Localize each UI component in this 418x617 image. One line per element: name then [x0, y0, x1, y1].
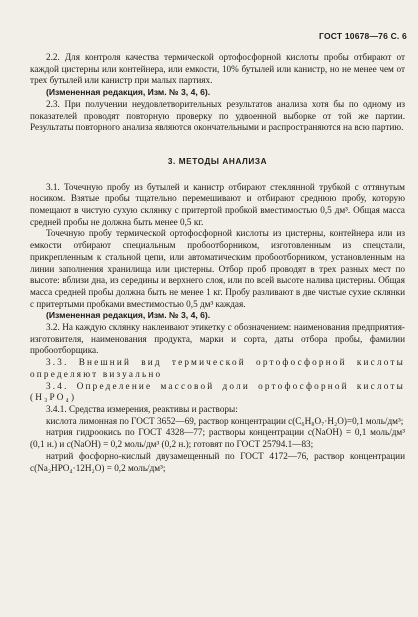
reagent-sodium-hydroxide: натрия гидроокись по ГОСТ 4328—77; растворы концентрации c(NaOH) = 0,1 моль/дм³ (0,1 н.) и c(NaOH) = 0,2 моль/дм³ (0,2 н.); готовят по ГОСТ 25794.1—83; [30, 427, 405, 450]
paragraph-2-3: 2.3. При получении неудовлетворительных результатов анализа хотя бы по одному из показателей проводят повторную проверку по удвоенной выборке от той же партии. Результаты повторного анализа являются окончательными и распространяются на всю партию. [30, 98, 405, 133]
paragraph-3-1: 3.1. Точечную пробу из бутылей и канистр отбирают стеклянной трубкой с оттянутым носиком. Взятые пробы тщательно перемешивают и отбирают среднюю пробу, которую помещают в чистую сухую склянку с притертой пробкой вместимостью 0,5 дм³. Общая масса средней пробы не должна быть менее 0,5 кг. [30, 181, 405, 227]
document-body [30, 52, 405, 474]
paragraph-3-2: 3.2. На каждую склянку наклеивают этикетку с обозначением: наименования предприятия-изготовителя, наименования продукта, марки и сорта, даты отбора пробы, фамилии пробоотборщика. [30, 322, 405, 356]
reagent-sodium-phosphate: натрий фосфорно-кислый двузамещенный по ГОСТ 4172—76, раствор концентрации c(Na₂HPO₄·12H₂O) = 0,2 моль/дм³; [30, 450, 405, 473]
section-title: 3. МЕТОДЫ АНАЛИЗА [167, 156, 268, 166]
reagent-citric-acid: кислота лимонная по ГОСТ 3652—69, раствор концентрации c(C₆H₈O₇·H₂O)=0,1 моль/дм³; [46, 415, 404, 426]
amendment-note: (Измененная редакция, Изм. № 3, 4, 6). [46, 87, 211, 98]
paragraph-2-2: 2.2. Для контроля качества термической ортофосфорной кислоты пробы отбирают от каждой цистерны или контейнера, или емкости, 10% бутылей или канистр, но не менее чем от трех бутылей или канистр при малых партиях. [30, 52, 405, 86]
paragraph-3-1-cont: Точечную пробу термической ортофосфорной кислоты из цистерны, контейнера или из емкости отбирают специальным пробоотборником, изготовленным из спецстали, прикрепленным к стальной цепи, или автоматическим пробоотборником, установленным на линии заполнения хранилища или цистерны. Отбор проб проводят в трех разных мест по высоте: вблизи дна, из середины и верхнего слоя, или по всей высоте налива цистерны. Общая масса средней пробы должна быть не менее 1 кг. Пробу разливают в две чистые сухие склянки с притертыми пробками вместимостью 0,5 дм³ каждая. [30, 228, 405, 309]
page-header: ГОСТ 10678—76 С. 6 [319, 31, 407, 41]
amendment-note: (Измененная редакция, Изм. № 3, 4, 6). [46, 310, 211, 321]
paragraph-3-4-1: 3.4.1. Средства измерения, реактивы и растворы: [46, 403, 238, 414]
paragraph-3-3: 3.3. Внешний вид термической ортофосфорной кислоты определяют визуально [30, 357, 405, 379]
paragraph-3-4: 3.4. Определение массовой доли ортофосфорной кислоты (H₃PO₄) [30, 380, 405, 403]
